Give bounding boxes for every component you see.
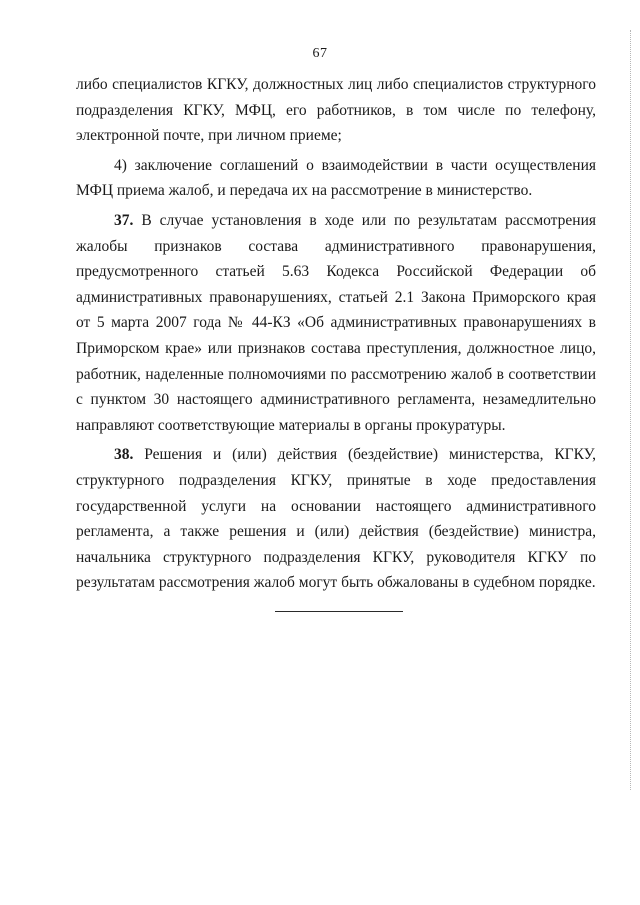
closing-divider-line	[275, 611, 403, 612]
paragraph-text: 4) заключение соглашений о взаимодействии в части осуществления МФЦ приема жалоб, и передача их на рассмотрение в министерство.	[76, 156, 596, 200]
paragraph-text: Решения и (или) действия (бездействие) министерства, КГКУ, структурного подразделения КГКУ, принятые в ходе предоставления государственной услуги на основании настоящего административного регламента, а также решения и (или) действия (бездействие) министра, начальника структурного подразделения КГКУ, руководителя КГКУ по результатам рассмотрения жалоб могут быть обжалованы в судебном порядке.	[76, 446, 596, 592]
scan-edge-artifact	[630, 30, 631, 790]
paragraph-text: либо специалистов КГКУ, должностных лиц либо специалистов структурного подразделения КГКУ, МФЦ, его работников, в том числе по телефону, электронной почте, при личном приеме;	[76, 76, 596, 145]
paragraph-continuation	[76, 72, 596, 149]
paragraph-number: 37.	[114, 211, 134, 229]
paragraph-text: В случае установления в ходе или по результатам рассмотрения жалобы признаков состава административного правонарушения, предусмотренного статьей 5.63 Кодекса Российской Федерации об административных правонарушениях, статьей 2.1 Закона Приморского края от 5 марта 2007 года № 44-КЗ «Об административных правонарушениях в Приморском крае» или признаков состава преступления, должностное лицо, работник, наделенные полномочиями по рассмотрению жалоб в соответствии с пунктом 30 настоящего административного регламента, незамедлительно направляют соответствующие материалы в органы прокуратуры.	[76, 211, 596, 434]
document-body	[76, 72, 596, 600]
paragraph-item-4	[76, 153, 596, 204]
paragraph-37	[76, 208, 596, 438]
paragraph-38	[76, 442, 596, 596]
page-number: 67	[312, 46, 328, 61]
paragraph-number: 38.	[114, 446, 134, 464]
